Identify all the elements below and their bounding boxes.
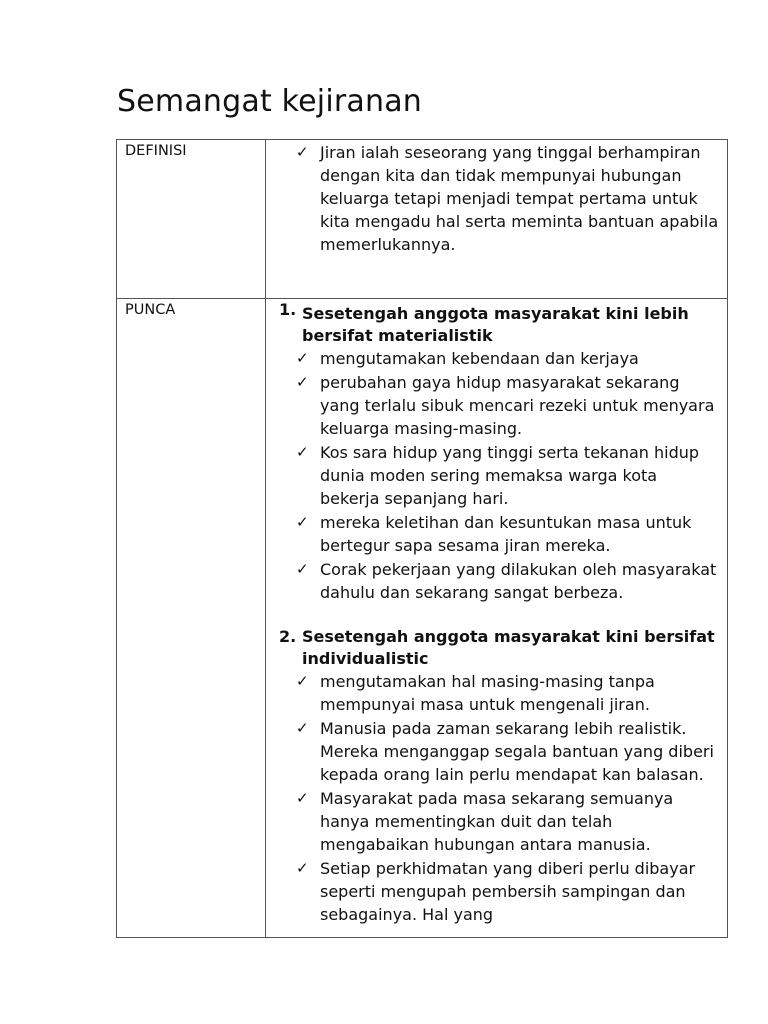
section-1-list <box>266 347 727 604</box>
section-2-list <box>266 670 727 926</box>
check-icon: ✓ <box>296 443 309 461</box>
list-item-text: Setiap perkhidmatan yang diberi perlu dibayar seperti mengupah pembersih sampingan dan sebagainya. Hal yang <box>320 859 696 924</box>
list-item-text: Masyarakat pada masa sekarang semuanya hanya mementingkan duit dan telah mengabaikan hubungan antara manusia. <box>320 789 674 854</box>
punca-label: PUNCA <box>117 299 266 938</box>
check-icon: ✓ <box>296 859 309 877</box>
list-item-text: mengutamakan kebendaan dan kerjaya <box>320 349 639 368</box>
check-icon: ✓ <box>296 513 309 531</box>
punca-content <box>266 299 728 938</box>
list-item <box>266 558 727 604</box>
check-icon: ✓ <box>296 789 309 807</box>
section-heading-text: Sesetengah anggota masyarakat kini lebih bersifat materialistik <box>302 304 689 345</box>
check-icon: ✓ <box>296 672 309 690</box>
check-icon: ✓ <box>296 373 309 391</box>
section-heading-text: Sesetengah anggota masyarakat kini bersifat individualistic <box>302 627 715 668</box>
content-table <box>116 139 728 938</box>
check-icon: ✓ <box>296 143 309 161</box>
table-row-definisi <box>117 140 728 299</box>
section-number: 1. <box>279 300 297 319</box>
list-item <box>266 787 727 856</box>
check-icon: ✓ <box>296 349 309 367</box>
page-title: Semangat kejiranan <box>117 84 423 119</box>
list-item-text: mengutamakan hal masing-masing tanpa mempunyai masa untuk mengenali jiran. <box>320 672 655 714</box>
list-item-text: perubahan gaya hidup masyarakat sekarang yang terlalu sibuk mencari rezeki untuk menyara keluarga masing-masing. <box>320 373 715 438</box>
list-item <box>266 141 727 256</box>
table-row-punca <box>117 299 728 938</box>
section-heading-2 <box>266 626 727 670</box>
definisi-label: DEFINISI <box>117 140 266 299</box>
definisi-content <box>266 140 728 299</box>
check-icon: ✓ <box>296 560 309 578</box>
list-item <box>266 670 727 716</box>
list-item-text: Jiran ialah seseorang yang tinggal berhampiran dengan kita dan tidak mempunyai hubungan keluarga tetapi menjadi tempat pertama untuk kita mengadu hal serta meminta bantuan apabila memerlukannya. <box>320 143 719 254</box>
list-item-text: Kos sara hidup yang tinggi serta tekanan hidup dunia moden sering memaksa warga kota bekerja sepanjang hari. <box>320 443 700 508</box>
list-item-text: mereka keletihan dan kesuntukan masa untuk bertegur sapa sesama jiran mereka. <box>320 513 692 555</box>
list-item <box>266 371 727 440</box>
section-heading-1 <box>266 299 727 347</box>
list-item <box>266 717 727 786</box>
list-item <box>266 511 727 557</box>
list-item-text: Manusia pada zaman sekarang lebih realistik. Mereka menganggap segala bantuan yang diberi kepada orang lain perlu mendapat kan balasan. <box>320 719 714 784</box>
list-item-text: Corak pekerjaan yang dilakukan oleh masyarakat dahulu dan sekarang sangat berbeza. <box>320 560 717 602</box>
section-number: 2. <box>279 627 297 646</box>
list-item <box>266 347 727 370</box>
definisi-list <box>266 140 727 256</box>
check-icon: ✓ <box>296 719 309 737</box>
list-item <box>266 441 727 510</box>
list-item <box>266 857 727 926</box>
